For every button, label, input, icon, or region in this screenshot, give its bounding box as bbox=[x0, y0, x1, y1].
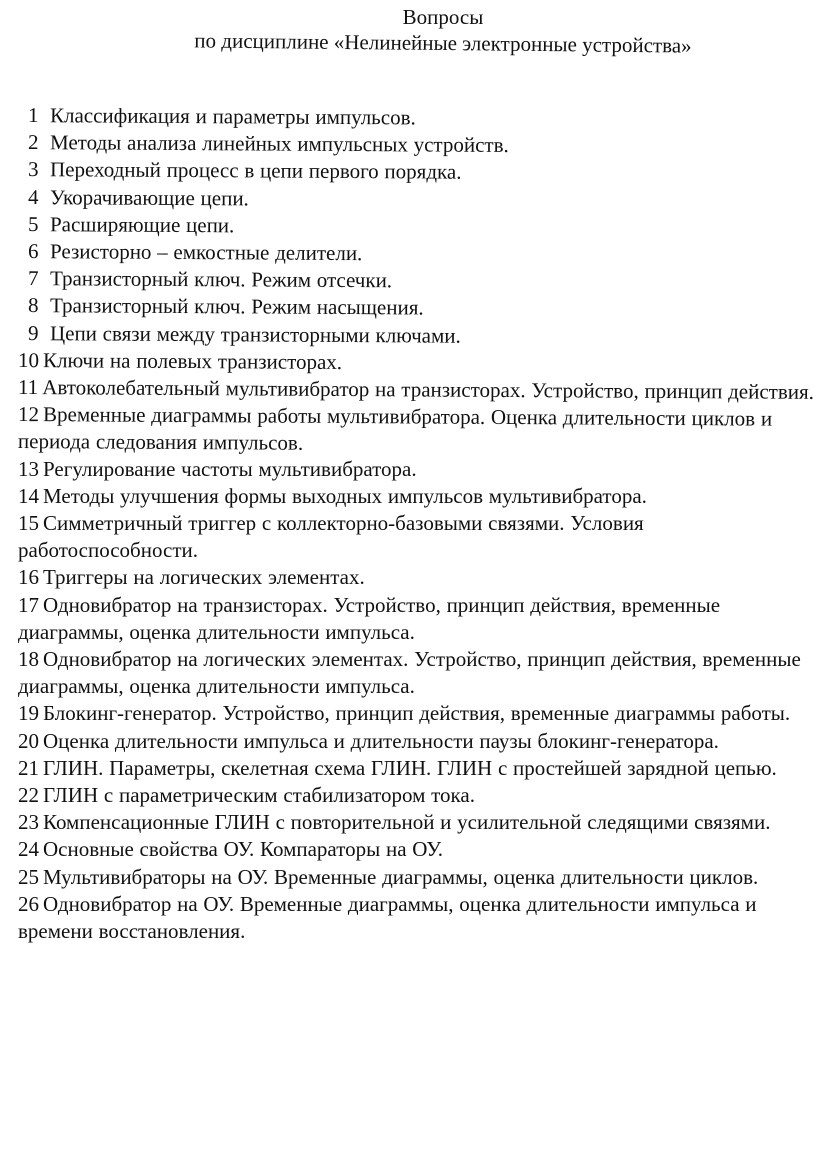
question-item bbox=[18, 728, 826, 755]
question-number: 25 bbox=[18, 864, 39, 889]
question-text: Одновибратор на транзисторах. Устройство, принцип действия, временные диаграммы, оценка длительности импульса. bbox=[18, 592, 721, 644]
question-text: Переходный процесс в цепи первого порядка. bbox=[49, 157, 462, 185]
question-number: 20 bbox=[18, 728, 39, 753]
question-item bbox=[18, 156, 826, 188]
question-text: Укорачивающие цепи. bbox=[49, 184, 249, 211]
question-item bbox=[18, 809, 826, 836]
question-text: Методы улучшения формы выходных импульсов мультивибратора. bbox=[43, 483, 647, 508]
question-number: 18 bbox=[18, 647, 39, 672]
question-item bbox=[18, 483, 826, 510]
question-number: 13 bbox=[18, 456, 39, 481]
question-text: ГЛИН с параметрическим стабилизатором тока. bbox=[43, 783, 476, 808]
question-text: Расширяющие цепи. bbox=[49, 212, 235, 238]
question-number: 24 bbox=[18, 837, 39, 862]
question-text: Основные свойства ОУ. Компараторы на ОУ. bbox=[43, 837, 443, 862]
question-item bbox=[18, 510, 826, 564]
question-item bbox=[18, 292, 826, 324]
question-item bbox=[18, 864, 826, 891]
question-number: 3 bbox=[27, 157, 39, 182]
question-number: 10 bbox=[17, 347, 40, 372]
question-text: Мультивибраторы на ОУ. Временные диаграммы, оценка длительности циклов. bbox=[43, 864, 759, 889]
question-number: 6 bbox=[27, 239, 39, 264]
question-text: Классификация и параметры импульсов. bbox=[49, 103, 416, 130]
question-text: Ключи на полевых транзисторах. bbox=[42, 347, 343, 374]
question-text: Регулирование частоты мультивибратора. bbox=[43, 456, 417, 481]
question-number: 11 bbox=[17, 375, 39, 400]
question-number: 4 bbox=[27, 184, 39, 209]
question-text: Симметричный триггер с коллекторно-базовыми связями. Условия работоспособности. bbox=[18, 511, 644, 563]
question-number: 17 bbox=[18, 592, 39, 617]
question-number: 19 bbox=[18, 701, 39, 726]
question-text: Методы анализа линейных импульсных устройств. bbox=[49, 130, 509, 158]
question-number: 14 bbox=[18, 483, 39, 508]
question-number: 1 bbox=[27, 103, 39, 128]
question-item bbox=[18, 782, 826, 809]
question-list bbox=[18, 102, 826, 945]
question-item bbox=[18, 836, 826, 863]
question-number: 8 bbox=[27, 293, 39, 318]
question-item bbox=[18, 401, 826, 460]
question-text: Компенсационные ГЛИН с повторительной и усилительной следящими связями. bbox=[43, 810, 771, 835]
question-item bbox=[18, 646, 826, 700]
question-text: Транзисторный ключ. Режим насыщения. bbox=[49, 293, 424, 320]
question-text: ГЛИН. Параметры, скелетная схема ГЛИН. ГЛИН с простейшей зарядной цепью. bbox=[43, 755, 777, 780]
question-text: Временные диаграммы работы мультивибратора. Оценка длительности циклов и периода следования импульсов. bbox=[17, 402, 773, 456]
question-text: Блокинг-генератор. Устройство, принцип действия, временные диаграммы работы. bbox=[43, 701, 791, 726]
question-text: Резисторно – емкостные делители. bbox=[49, 239, 363, 266]
question-text: Транзисторный ключ. Режим отсечки. bbox=[49, 266, 393, 293]
question-text: Одновибратор на ОУ. Временные диаграммы, оценка длительности импульса и времени восстановления. bbox=[18, 891, 757, 944]
question-number: 9 bbox=[27, 320, 39, 345]
question-text: Автоколебательный мультивибратор на транзисторах. Устройство, принцип действия. bbox=[42, 375, 815, 404]
question-text: Оценка длительности импульса и длительности паузы блокинг-генератора. bbox=[43, 728, 719, 753]
question-number: 21 bbox=[18, 755, 39, 780]
question-number: 15 bbox=[18, 511, 39, 536]
question-number: 26 bbox=[18, 891, 39, 916]
question-number: 16 bbox=[18, 565, 39, 590]
question-number: 2 bbox=[27, 130, 39, 155]
question-item bbox=[18, 755, 826, 782]
question-number: 22 bbox=[18, 783, 39, 808]
question-item bbox=[18, 564, 826, 591]
page-subtitle: по дисциплине «Нелинейные электронные устройства» bbox=[194, 28, 692, 58]
question-item bbox=[18, 592, 826, 646]
question-item bbox=[18, 891, 826, 945]
question-number: 5 bbox=[27, 211, 39, 236]
question-number: 7 bbox=[27, 266, 39, 291]
question-text: Триггеры на логических элементах. bbox=[43, 565, 365, 590]
question-item bbox=[18, 456, 826, 483]
question-item bbox=[18, 700, 826, 727]
page-title: Вопросы bbox=[402, 5, 484, 29]
question-text: Цепи связи между транзисторными ключами. bbox=[49, 320, 461, 348]
question-number: 23 bbox=[18, 810, 39, 835]
question-text: Одновибратор на логических элементах. Устройство, принцип действия, временные диаграммы, оценка длительности импульса. bbox=[18, 647, 801, 699]
question-number: 12 bbox=[18, 402, 40, 427]
